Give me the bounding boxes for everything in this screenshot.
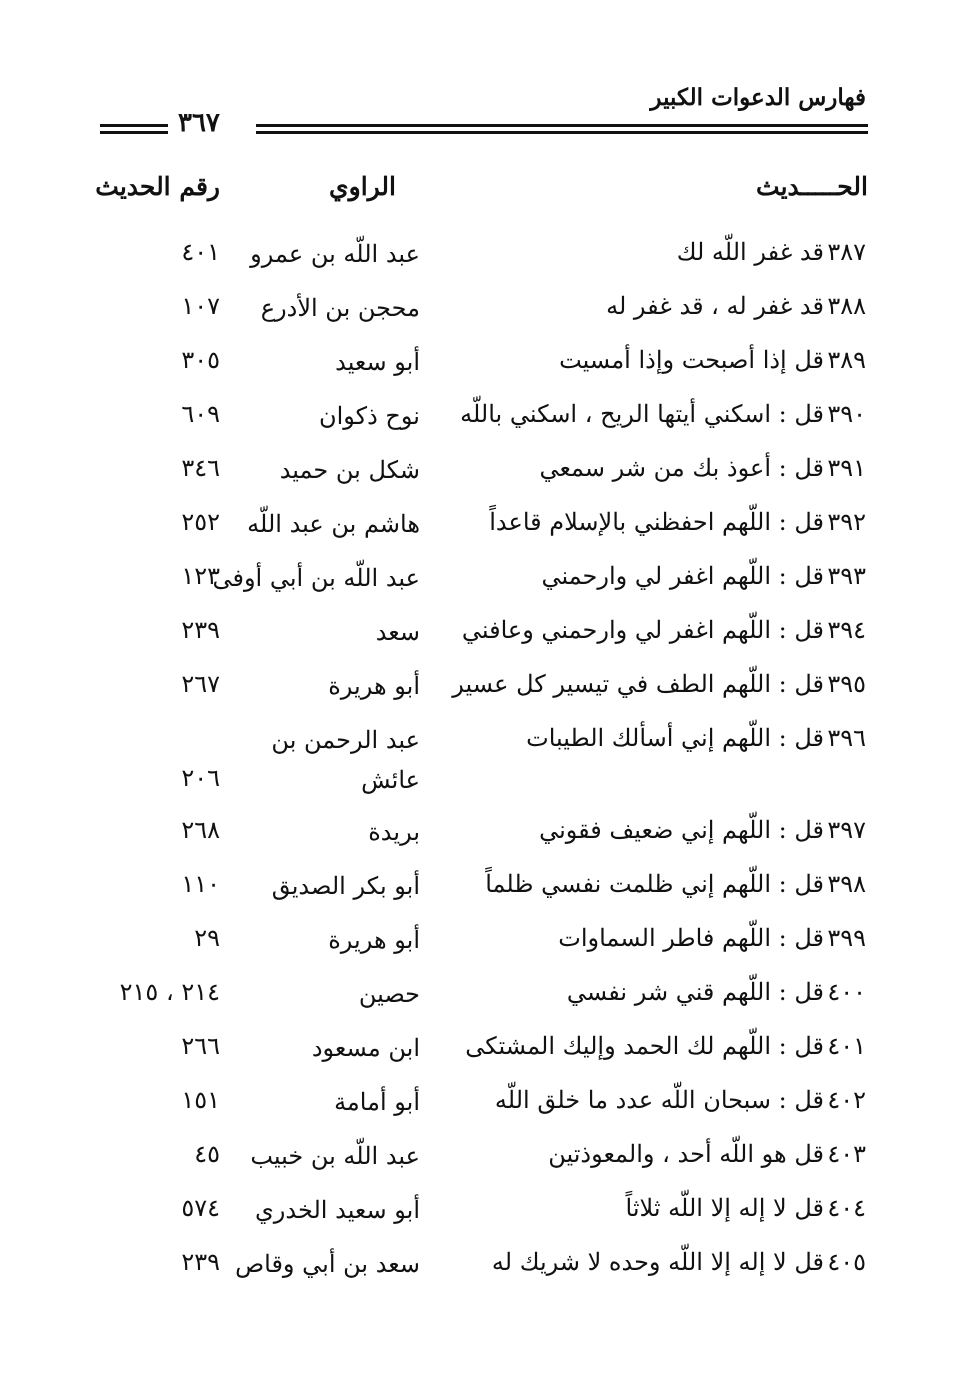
hadith-index-number: ٤٠٢ (827, 1086, 866, 1114)
hadith-text: قل : اللّهم قني شر نفسي (566, 978, 824, 1006)
hadith-reference-number: ٤٥ (194, 1140, 220, 1168)
hadith-index-number: ٣٩٠ (827, 400, 866, 428)
narrator-name (255, 1190, 420, 1230)
hadith-reference-number: ٢٩ (194, 924, 220, 952)
hadith-text: قل : اللّهم إني أسألك الطيبات (526, 724, 824, 752)
hadith-reference-number: ٥٧٤ (181, 1194, 220, 1222)
narrator-name (319, 396, 420, 436)
hadith-text: قل : اللّهم فاطر السماوات (558, 924, 824, 952)
hadith-reference-number: ٣٠٥ (181, 346, 220, 374)
narrator-line: بريدة (368, 818, 420, 846)
narrator-name (261, 288, 420, 328)
hadith-reference-number: ١٢٣ (181, 562, 220, 590)
hadith-reference-number: ٢٣٩ (181, 616, 220, 644)
table-row (0, 1188, 954, 1242)
header-rule-right-bottom (256, 131, 868, 134)
table-row (0, 448, 954, 502)
narrator-name (235, 1244, 420, 1284)
hadith-index-number: ٣٩٩ (827, 924, 866, 952)
narrator-line: أبو هريرة (328, 672, 420, 700)
narrator-line: حصين (358, 980, 420, 1008)
hadith-text: قل لا إله إلا اللّه ثلاثاً (625, 1194, 824, 1222)
hadith-index-number: ٤٠٠ (827, 978, 866, 1006)
narrator-name (328, 666, 420, 706)
hadith-reference-number: ٢٦٦ (181, 1032, 220, 1060)
narrator-name (334, 1082, 420, 1122)
narrator-line: أبو سعيد (335, 348, 420, 376)
hadith-index-number: ٤٠٣ (827, 1140, 866, 1168)
table-row (0, 810, 954, 864)
hadith-reference-number: ٤٠١ (181, 238, 220, 266)
hadith-index-number: ٣٩٢ (827, 508, 866, 536)
hadith-index-number: ٤٠٥ (827, 1248, 866, 1276)
hadith-text: قل : اللّهم إني ظلمت نفسي ظلماً (485, 870, 824, 898)
narrator-name (376, 612, 420, 652)
hadith-index-number: ٣٩٣ (827, 562, 866, 590)
narrator-line: ابن مسعود (311, 1034, 420, 1062)
hadith-index-number: ٤٠٤ (827, 1194, 866, 1222)
narrator-line: أبو بكر الصديق (271, 872, 420, 900)
narrator-line: نوح ذكوان (318, 402, 420, 430)
table-row (0, 664, 954, 718)
header-rule-left-top (100, 124, 168, 127)
running-title: فهارس الدعوات الكبير (650, 84, 866, 111)
hadith-text: قل : اللّهم لك الحمد وإليك المشتكى (465, 1032, 824, 1060)
table-row (0, 556, 954, 610)
hadith-text: قل إذا أصبحت وإذا أمسيت (559, 346, 824, 374)
narrator-line: هاشم بن عبد اللّه (247, 510, 420, 538)
narrator-line-continued: عائش (361, 766, 420, 794)
table-row (0, 232, 954, 286)
hadith-reference-number: ٢٦٧ (181, 670, 220, 698)
hadith-text: قل : اسكني أيتها الريح ، اسكني باللّه (460, 400, 824, 428)
narrator-line: عبد اللّه بن عمرو (250, 240, 420, 268)
hadith-reference-number: ٣٤٦ (181, 454, 220, 482)
narrator-name (272, 866, 420, 906)
narrator-name (247, 504, 420, 544)
narrator-line: شكل بن حميد (279, 456, 420, 484)
narrator-name (359, 974, 420, 1014)
table-row (0, 286, 954, 340)
table-row (0, 918, 954, 972)
column-header-number: رقم الحديث (95, 172, 220, 201)
header-rule-left-bottom (100, 131, 168, 134)
hadith-text: قل لا إله إلا اللّه وحده لا شريك له (491, 1248, 824, 1276)
hadith-index-number: ٣٩١ (827, 454, 866, 482)
narrator-name (280, 450, 420, 490)
hadith-text: قل : سبحان اللّه عدد ما خلق اللّه (494, 1086, 824, 1114)
hadith-index-number: ٤٠١ (827, 1032, 866, 1060)
table-row (0, 718, 954, 810)
narrator-line: عبد اللّه بن خبيب (250, 1142, 420, 1170)
table-row (0, 1026, 954, 1080)
hadith-text: قل : اللّهم احفظني بالإسلام قاعداً (489, 508, 824, 536)
narrator-name (271, 720, 420, 800)
hadith-reference-number: ٢٦٨ (181, 816, 220, 844)
column-header-narrator: الراوي (329, 172, 396, 201)
hadith-text: قل : اللّهم الطف في تيسير كل عسير (452, 670, 824, 698)
table-row (0, 502, 954, 556)
table-row (0, 1080, 954, 1134)
narrator-name (328, 920, 420, 960)
narrator-name (312, 1028, 420, 1068)
hadith-index-number: ٣٩٥ (827, 670, 866, 698)
header-rule-right-top (256, 124, 868, 127)
hadith-reference-number: ١١٠ (181, 870, 220, 898)
hadith-reference-number: ٢٥٢ (181, 508, 220, 536)
narrator-line: عبد اللّه بن أبي أوفى (212, 564, 420, 592)
hadith-index-number: ٣٨٨ (827, 292, 866, 320)
hadith-text: قل : اللّهم إني ضعيف فقوني (539, 816, 824, 844)
hadith-index-number: ٣٨٩ (827, 346, 866, 374)
column-header-hadith: الحـــــديث (756, 172, 868, 201)
narrator-line: عبد الرحمن بن (271, 726, 420, 754)
hadith-reference-number: ١٥١ (181, 1086, 220, 1114)
hadith-reference-number: ٢٠٦ (181, 764, 220, 792)
narrator-name (250, 1136, 420, 1176)
table-row (0, 1242, 954, 1296)
hadith-text: قل هو اللّه أحد ، والمعوذتين (548, 1140, 824, 1168)
table-row (0, 864, 954, 918)
table-row (0, 972, 954, 1026)
narrator-name (250, 234, 420, 274)
page-number: ٣٦٧ (178, 108, 220, 138)
narrator-line: سعد بن أبي وقاص (235, 1250, 420, 1278)
hadith-index-number: ٣٩٤ (827, 616, 866, 644)
table-row (0, 1134, 954, 1188)
narrator-name (368, 812, 420, 852)
narrator-name (335, 342, 420, 382)
narrator-line: سعد (375, 618, 420, 646)
hadith-reference-number: ١٠٧ (181, 292, 220, 320)
hadith-text: قل : أعوذ بك من شر سمعي (539, 454, 824, 482)
hadith-index-number: ٣٩٧ (827, 816, 866, 844)
narrator-name (212, 558, 420, 598)
table-row (0, 610, 954, 664)
narrator-line: محجن بن الأدرع (260, 294, 420, 322)
hadith-index-number: ٣٩٦ (827, 724, 866, 752)
narrator-line: أبو سعيد الخدري (255, 1196, 420, 1224)
hadith-text: قل : اللّهم اغفر لي وارحمني وعافني (461, 616, 824, 644)
narrator-line: أبو هريرة (328, 926, 420, 954)
hadith-text: قد غفر له ، قد غفر له (606, 292, 824, 320)
hadith-reference-number: ٢٣٩ (181, 1248, 220, 1276)
table-row (0, 394, 954, 448)
narrator-line: أبو أمامة (334, 1088, 420, 1116)
hadith-index-number: ٣٩٨ (827, 870, 866, 898)
hadith-index-number: ٣٨٧ (827, 238, 866, 266)
hadith-reference-number: ٢١٤ ، ٢١٥ (119, 978, 220, 1006)
index-table (0, 232, 954, 1296)
hadith-text: قد غفر اللّه لك (676, 238, 824, 266)
hadith-reference-number: ٦٠٩ (181, 400, 220, 428)
table-row (0, 340, 954, 394)
hadith-text: قل : اللّهم اغفر لي وارحمني (541, 562, 824, 590)
